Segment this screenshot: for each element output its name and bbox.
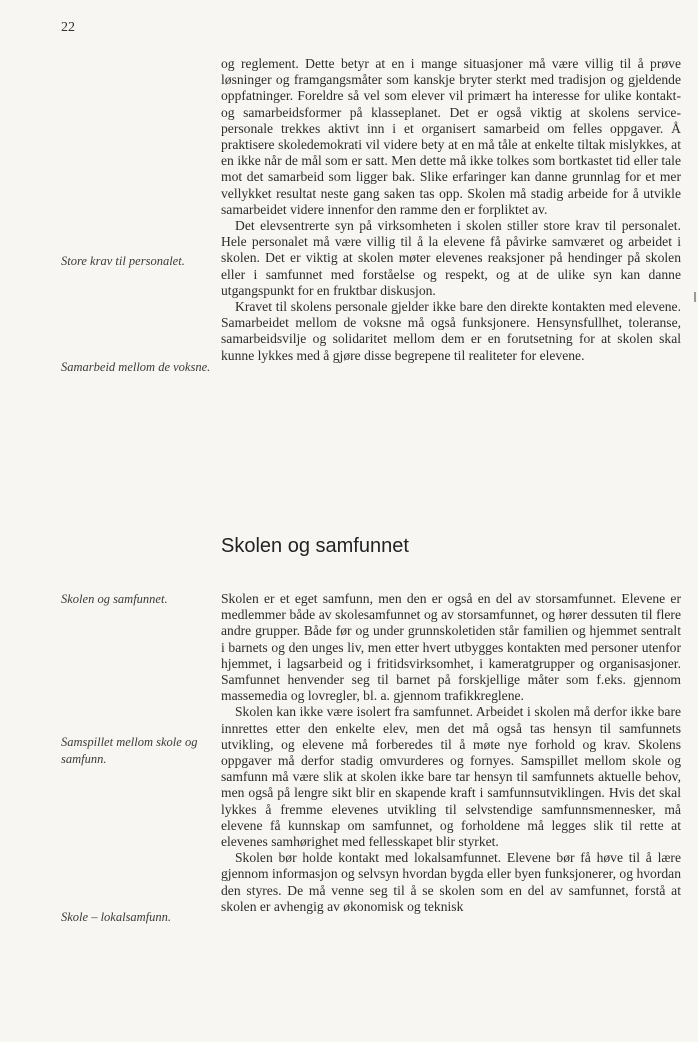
paragraph: Skolen kan ikke være isolert fra samfunnet. Arbeidet i skolen må derfor ikke bare innrettes etter den enkelte elev, men det må også tas hensyn til samfunnets utvikling, og elevene må forberedes til å møte nye forhold og krav. Skolens oppgaver må derfor stadig omvurderes og fornyes. Samspillet mellom skole og samfunn må være slik at skolen ikke bare tar hensyn til samfunnets aktuelle behov, men også på lengre sikt blir en skapende kraft i samfunnsutviklingen. Hvis det skal lykkes å fremme elevenes utvikling til selvstendige samfunnsmennesker, må elevene få kunnskap om samfunnet, og forholdene må legges slik til rette at elevenes samhørighet med fellesskapet blir styrket. — [221, 704, 681, 850]
body-text-bottom — [221, 591, 681, 915]
section-heading: Skolen og samfunnet — [221, 535, 409, 557]
page-top-rule — [0, 0, 698, 2]
page-edge-mark — [694, 292, 696, 302]
margin-note-skolen-og-samfunnet: Skolen og samfunnet. — [61, 592, 168, 606]
paragraph: og reglement. Dette betyr at en i mange situasjoner må være villig til å prøve løsninger og framgangsmåter som kanskje bryter sterkt med tradisjon og gjeldende oppfatninger. Foreldre så vel som elever vil primært ha interesse for ulike kontakt- og samarbeidsformer på klasseplanet. Det er også viktig at skolens service-personale trekkes aktivt inn i et organisert samarbeid om felles oppgaver. Å praktisere skoledemokrati vil videre bety at en må tåle at enkelte tiltak mislykkes, at en ikke når de mål som er satt. Men dette må ikke tolkes som bortkastet tid eller tale mot det samarbeid som ligger bak. Slike erfaringer kan danne grunnlag for et mer vellykket resultat neste gang saken tas opp. Skolen må stadig arbeide for å utvikle samarbeidet videre innenfor den ramme den er forpliktet av. — [221, 56, 681, 217]
paragraph: Skolen bør holde kontakt med lokalsamfunnet. Elevene bør få høve til å lære gjennom informasjon og selvsyn hvordan bygda eller byen funksjonerer, og hvordan den styres. De må venne seg til å se skolen som en del av samfunnet, forstå at skolen er avhengig av økonomisk og teknisk — [221, 850, 681, 914]
page-number: 22 — [61, 20, 75, 35]
margin-note-store-krav: Store krav til personalet. — [61, 254, 185, 268]
paragraph: Skolen er et eget samfunn, men den er også en del av storsamfunnet. Elevene er medlemmer både av skolesamfunnet og av storsamfunnet, og hører dessuten til flere andre grupper. Både før og under grunnskoletiden står familien og hjemmet sentralt i barnets og den unges liv, men etter hvert utbygges kontakten med personer utenfor hjemmet, i lagsarbeid og i fritidsvirksomhet, i kameratgrupper og organisasjoner. Samfunnet henvender seg til barnet på forskjellige måter som f.eks. gjennom massemedia og lovregler, bl. a. gjennom trafikkreglene. — [221, 591, 681, 704]
margin-note-lokalsamfunn: Skole – lokalsamfunn. — [61, 910, 172, 924]
paragraph: Kravet til skolens personale gjelder ikke bare den direkte kontakten med elevene. Samarbeidet mellom de voksne må også funksjonere. Hensynsfullhet, toleranse, samarbeidsvilje og solidaritet mellom dem er en forutsetning for at skolen skal kunne lykkes med å gjøre disse begrepene til realiteter for elevene. — [221, 299, 681, 363]
margin-note-samarbeid: Samarbeid mellom de voksne. — [61, 360, 211, 374]
paragraph: Det elevsentrerte syn på virksomheten i skolen stiller store krav til personalet. Hele personalet må være villig til å la elevene få påvirke samværet og arbeidet i skolen. Det er viktig at skolen møter elevenes reaksjoner på hendinger på skolen eller i samfunnet med forståelse og respekt, og at de ulike syn kan danne utgangspunkt for en fruktbar diskusjon. — [221, 218, 681, 298]
margin-note-samspillet: Samspillet mellom skole og samfunn. — [61, 735, 198, 766]
body-text-top — [221, 56, 681, 364]
